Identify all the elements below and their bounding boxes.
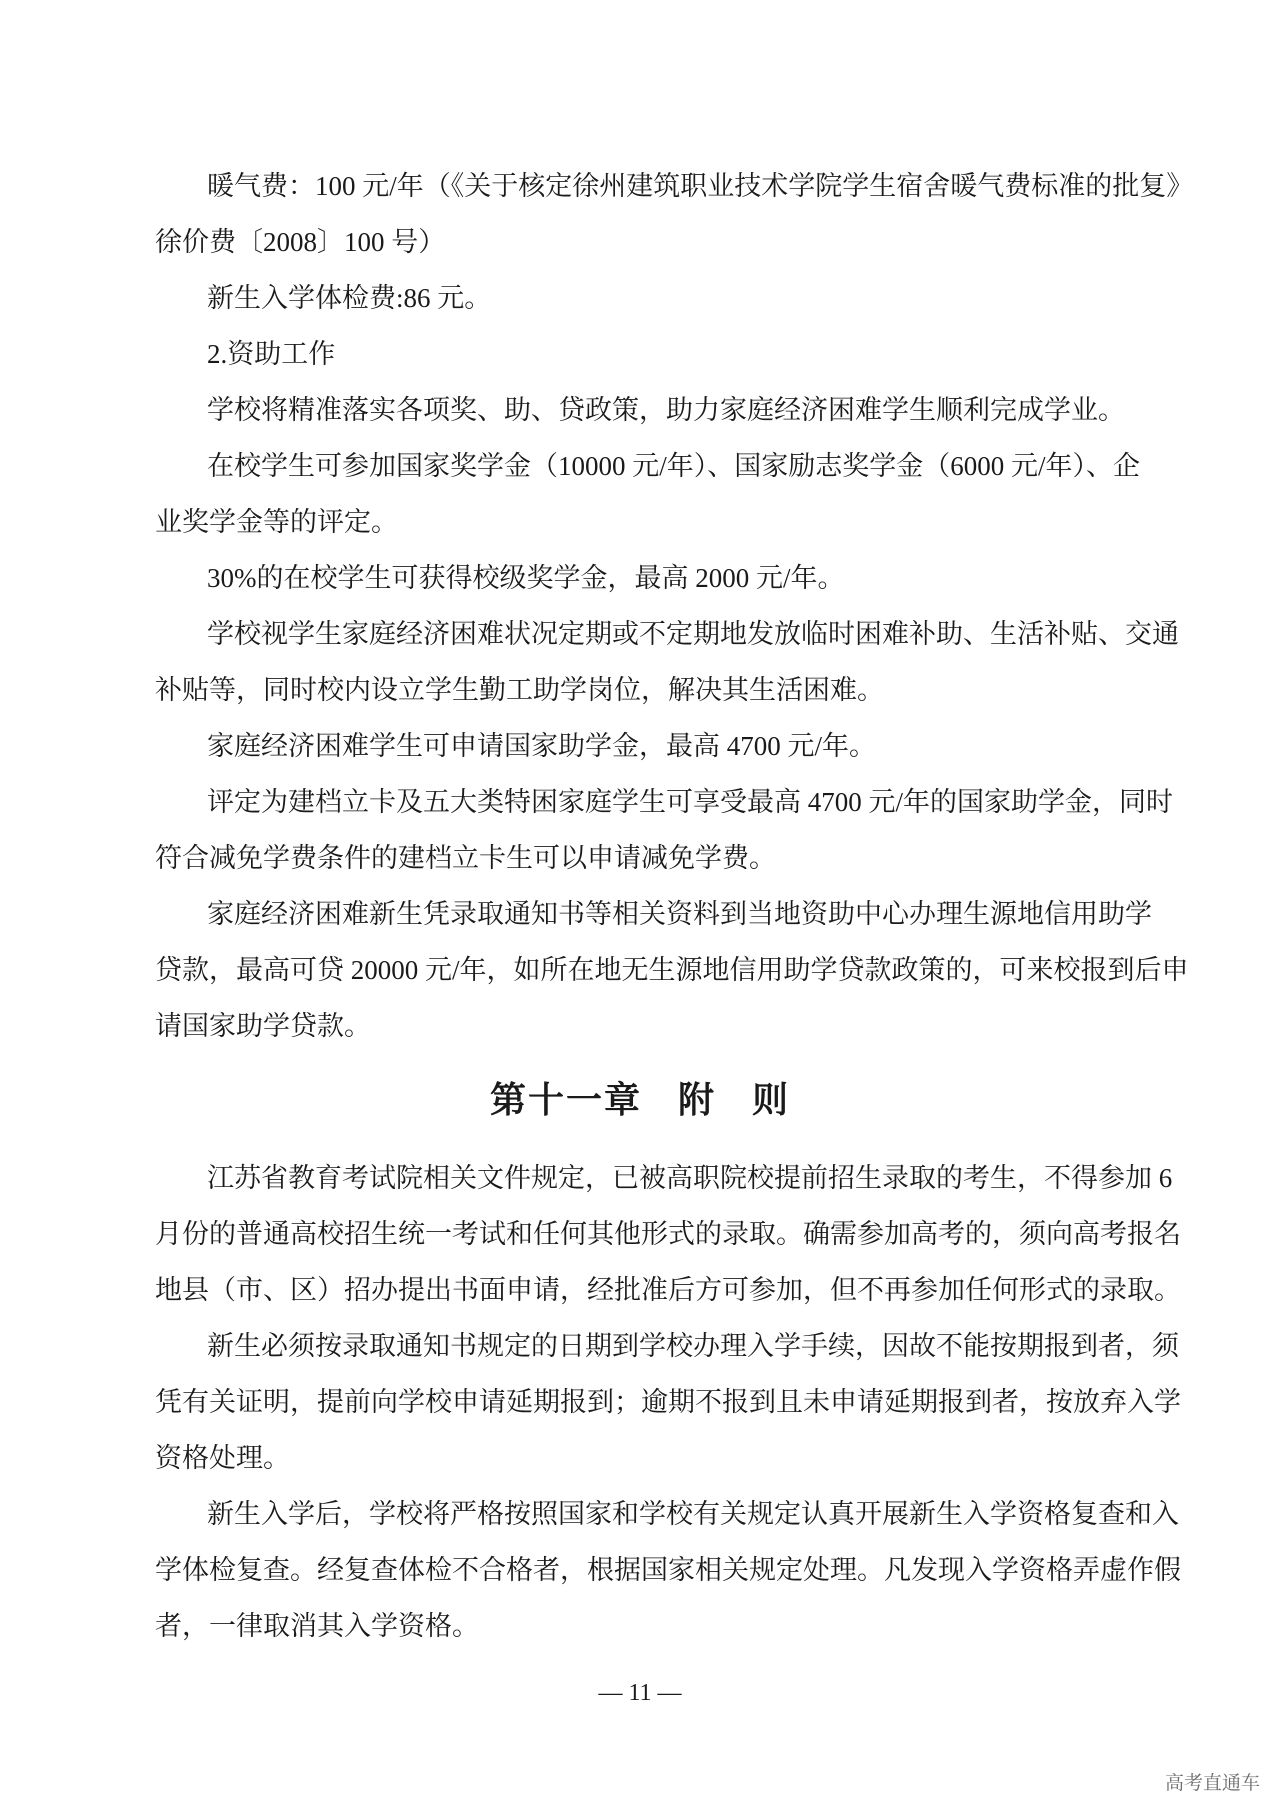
paragraph — [155, 606, 1179, 718]
paragraph-line: 新生入学体检费:86 元。 — [207, 283, 492, 313]
paragraph — [155, 718, 1135, 774]
paragraph-line: 者，一律取消其入学资格。 — [155, 1611, 479, 1641]
paragraph-line: 2.资助工作 — [207, 339, 336, 369]
chapter-heading — [0, 1076, 1280, 1124]
chapter-number: 第十一章 — [489, 1080, 642, 1120]
chapter-title-char-1: 附 — [677, 1080, 716, 1120]
paragraph-line: 在校学生可参加国家奖学金（10000 元/年）、国家励志奖学金（6000 元/年）、企 — [207, 451, 1141, 481]
paragraph — [155, 886, 1189, 1054]
watermark: 高考直通车 — [1164, 1772, 1260, 1794]
paragraph — [155, 438, 1141, 550]
paragraph-line: 学体检复查。经复查体检不合格者，根据国家相关规定处理。凡发现入学资格弄虚作假 — [155, 1555, 1181, 1585]
paragraph-line: 资格处理。 — [155, 1443, 290, 1473]
paragraph-line: 贷款，最高可贷 20000 元/年，如所在地无生源地信用助学贷款政策的，可来校报到后申 — [155, 955, 1189, 985]
paragraph — [155, 270, 1135, 326]
paragraph-line: 家庭经济困难学生可申请国家助学金，最高 4700 元/年。 — [207, 731, 877, 761]
paragraph — [155, 550, 1135, 606]
supplementary-provisions-section — [155, 1150, 1181, 1654]
paragraph-line: 符合减免学费条件的建档立卡生可以申请减免学费。 — [155, 843, 776, 873]
paragraph-line: 家庭经济困难新生凭录取通知书等相关资料到当地资助中心办理生源地信用助学 — [207, 899, 1152, 929]
paragraph-line: 新生必须按录取通知书规定的日期到学校办理入学手续，因故不能按期报到者，须 — [207, 1331, 1179, 1361]
paragraph — [155, 774, 1173, 886]
paragraph-line: 地县（市、区）招办提出书面申请，经批准后方可参加，但不再参加任何形式的录取。 — [155, 1275, 1181, 1305]
paragraph — [155, 1318, 1181, 1486]
paragraph-line: 月份的普通高校招生统一考试和任何其他形式的录取。确需参加高考的，须向高考报名 — [155, 1219, 1181, 1249]
fees-and-aid-section — [155, 158, 1194, 1054]
paragraph — [155, 158, 1194, 270]
paragraph-line: 请国家助学贷款。 — [155, 1011, 371, 1041]
paragraph-line: 江苏省教育考试院相关文件规定，已被高职院校提前招生录取的考生，不得参加 6 — [207, 1163, 1173, 1193]
paragraph-line: 暖气费：100 元/年（《关于核定徐州建筑职业技术学院学生宿舍暖气费标准的批复》 — [207, 171, 1194, 201]
paragraph — [155, 1486, 1181, 1654]
paragraph-line: 学校将精准落实各项奖、助、贷政策，助力家庭经济困难学生顺利完成学业。 — [207, 395, 1125, 425]
paragraph-line: 凭有关证明，提前向学校申请延期报到；逾期不报到且未申请延期报到者，按放弃入学 — [155, 1387, 1181, 1417]
paragraph — [155, 1150, 1181, 1318]
paragraph-line: 学校视学生家庭经济困难状况定期或不定期地发放临时困难补助、生活补贴、交通 — [207, 619, 1179, 649]
paragraph-line: 业奖学金等的评定。 — [155, 507, 398, 537]
paragraph — [155, 382, 1135, 438]
paragraph-line: 评定为建档立卡及五大类特困家庭学生可享受最高 4700 元/年的国家助学金，同时 — [207, 787, 1173, 817]
paragraph — [155, 326, 1135, 382]
paragraph-line: 补贴等，同时校内设立学生勤工助学岗位，解决其生活困难。 — [155, 675, 884, 705]
paragraph-line: 徐价费〔2008〕100 号） — [155, 227, 446, 257]
page-number: — 11 — — [598, 1680, 682, 1706]
paragraph-line: 30%的在校学生可获得校级奖学金，最高 2000 元/年。 — [207, 563, 845, 593]
paragraph-line: 新生入学后，学校将严格按照国家和学校有关规定认真开展新生入学资格复查和入 — [207, 1499, 1179, 1529]
chapter-title-char-2: 则 — [752, 1080, 791, 1120]
